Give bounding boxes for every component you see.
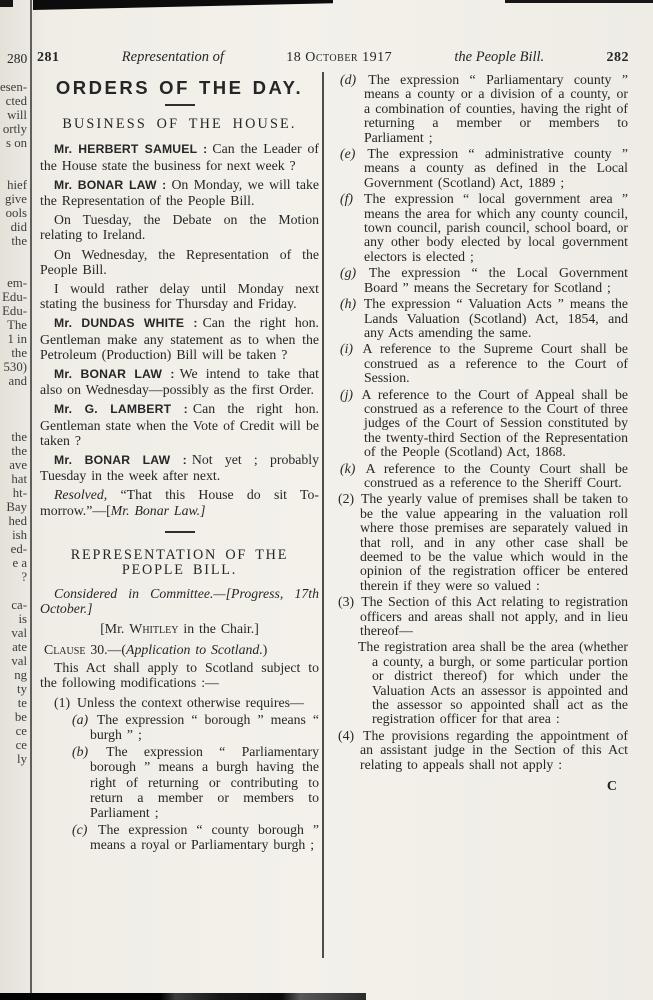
item-text: Unless the context otherwise requires— xyxy=(77,694,304,710)
column-divider-rule xyxy=(322,72,324,958)
text-fragment: te xyxy=(17,696,27,710)
left-column xyxy=(40,77,319,855)
text-fragment: hief xyxy=(7,178,27,192)
item-label: (k) xyxy=(340,460,356,476)
scan-artifact-top-line xyxy=(505,0,653,3)
bill-heading-line2: PEOPLE BILL. xyxy=(121,562,238,579)
speech-paragraph xyxy=(40,315,319,362)
speech-paragraph xyxy=(40,177,319,208)
text-fragment: the xyxy=(11,430,27,444)
orders-of-the-day-heading: ORDERS OF THE DAY. xyxy=(55,77,304,98)
item-text: The expression “ borough ” means “ burgh ” ; xyxy=(90,711,319,742)
section-rule xyxy=(165,531,195,533)
chairman-name: Whitley xyxy=(129,620,179,636)
item-label: (f) xyxy=(340,191,354,207)
clause-close: ) xyxy=(262,641,268,657)
item-text: The yearly value of premises shall be taken to be the value appearing in the valuation roll where those premises are separately valued in that roll, and in any other case shall be deemed to be the value which would in the opinion of the registration officer be entered therein if they were so valued : xyxy=(360,491,629,593)
text-fragment: ly xyxy=(17,752,27,766)
heading-rule xyxy=(165,104,195,106)
text-fragment: ty xyxy=(17,682,27,696)
text-fragment: hed xyxy=(8,514,27,528)
text-fragment: ht- xyxy=(12,486,27,500)
item-text: A reference to the County Court shall be construed as a reference to the Sheriff Court. xyxy=(364,460,628,490)
item-label: (c) xyxy=(72,822,88,838)
text-fragment: did xyxy=(10,220,27,234)
text-fragment: 530) xyxy=(3,360,27,374)
text-fragment: and xyxy=(8,374,27,388)
clause-intro-text: This Act shall apply to Scotland subject to the following modifications :— xyxy=(40,660,319,691)
text-fragment: give xyxy=(4,192,27,206)
running-title-left: Representation of xyxy=(121,49,224,65)
item-label: (h) xyxy=(340,296,357,312)
definition-item-d xyxy=(340,73,628,145)
resolved-paragraph xyxy=(40,487,319,517)
definition-item-e xyxy=(340,147,628,190)
text-fragment: the xyxy=(11,234,27,248)
text-fragment: ng xyxy=(14,668,27,682)
scan-artifact-top-wedge xyxy=(33,0,333,10)
text-fragment: ca- xyxy=(11,598,27,612)
chair-post: in the Chair.] xyxy=(178,620,259,636)
speaker-name: Mr. BONAR LAW : xyxy=(54,177,167,192)
clause-intro xyxy=(40,660,319,690)
item-text: A reference to the Court of Appeal shall be construed as a reference to the Court of three judges of the Court of Session constituted by the twenty-third Section of the Representation of the People (Scotland) Act, 1868. xyxy=(361,386,628,460)
text-fragment: val xyxy=(11,654,27,668)
text-fragment xyxy=(0,584,27,598)
item-text: The expression “ Parliamentary county ” means a county or a division of a county, or a combination of counties, having the right of returning a member or members to Parliament ; xyxy=(364,72,628,145)
definition-item-j xyxy=(340,388,628,460)
definition-item-g xyxy=(340,266,628,295)
resolved-text: “That this House do sit To-morrow.”—[ xyxy=(40,487,319,518)
resolved-word: Resolved, xyxy=(54,487,108,503)
text-fragment xyxy=(0,262,27,276)
text-fragment: 1 in xyxy=(7,332,27,346)
item-text: The registration area shall be the area (whether a county, a burgh, or some particular portion or district thereof) for which under the Valuation Acts an assessor is appointed and the assessor so appointed shall act as the registration officer for that area : xyxy=(358,639,628,727)
running-title-right: the People Bill. xyxy=(454,49,545,65)
numbered-item-4 xyxy=(338,729,628,772)
speaker-name: Mr. BONAR LAW : xyxy=(54,453,187,468)
text-fragment: ed- xyxy=(10,542,27,556)
right-column xyxy=(338,73,628,795)
clause-number: 30.—( xyxy=(85,641,127,657)
text-fragment: e a xyxy=(12,556,27,570)
text-fragment: Edu- xyxy=(2,304,27,318)
facing-page-text-fragments xyxy=(0,80,27,766)
text-fragment: cted xyxy=(5,94,27,108)
speech-text: Can the right hon. Gentleman state when the Vote of Credit will be taken ? xyxy=(40,401,319,448)
text-fragment: ools xyxy=(5,206,27,220)
text-fragment: be xyxy=(14,710,27,724)
text-fragment xyxy=(0,402,27,416)
numbered-item-3 xyxy=(338,595,628,638)
item-text: The provisions regarding the appointment of an assistant judge in the Section of this Act relating to appeals shall not apply : xyxy=(360,727,628,772)
text-fragment xyxy=(0,164,27,178)
text-fragment: ave xyxy=(9,458,27,472)
definition-item-b xyxy=(72,744,319,820)
text-fragment: ce xyxy=(15,738,27,752)
item-text: The Section of this Act relating to registration officers and areas shall not apply, and in lieu thereof— xyxy=(360,594,628,639)
printers-catchword: C xyxy=(606,779,618,795)
text-fragment: the xyxy=(11,346,27,360)
speaker-name: Mr. DUNDAS WHITE : xyxy=(54,316,198,331)
definition-item-h xyxy=(340,297,628,340)
column-number-outer: 280 xyxy=(7,51,28,66)
item-text: The expression “ local government area ” means the area for which any county council, town council, parish council, school board, or any other body elected by local government electors is elected ; xyxy=(364,191,628,264)
speech-text: Not yet ; probably Tuesday in the week after next. xyxy=(40,452,319,484)
chairman-line xyxy=(40,621,319,636)
column-number-left: 281 xyxy=(37,50,60,65)
item-3-continuation xyxy=(352,640,628,726)
speech-paragraph xyxy=(40,366,319,397)
clause-word: Clause xyxy=(44,641,86,657)
chair-pre: [Mr. xyxy=(100,620,130,636)
text-fragment: will xyxy=(7,108,27,122)
text-fragment: ish xyxy=(12,528,27,542)
text-fragment: val xyxy=(11,626,27,640)
text-fragment: ortly xyxy=(2,122,27,136)
text-fragment: ate xyxy=(12,640,27,654)
page-fold-line xyxy=(30,0,32,1000)
definition-item-k xyxy=(340,462,628,491)
text-fragment xyxy=(0,416,27,430)
text-fragment xyxy=(0,388,27,402)
text-fragment: is xyxy=(18,612,27,626)
bill-heading-line1: REPRESENTATION OF THE xyxy=(70,546,289,563)
speech-paragraph xyxy=(40,281,319,311)
considered-line xyxy=(40,586,319,616)
item-label: (b) xyxy=(72,744,89,760)
header-date: 18 October 1917 xyxy=(286,50,393,65)
speech-paragraph xyxy=(40,141,319,172)
item-label: (j) xyxy=(340,386,354,402)
text-fragment: esen- xyxy=(0,80,27,94)
item-label: (4) xyxy=(338,727,355,743)
clause-heading xyxy=(40,642,319,657)
item-text: A reference to the Supreme Court shall be construed as a reference to the Court of Session. xyxy=(362,341,628,386)
text-fragment: Bay xyxy=(6,500,27,514)
text-fragment: em- xyxy=(7,276,27,290)
text-fragment: the xyxy=(11,444,27,458)
scan-artifact-bottom-bar xyxy=(0,993,366,1000)
text-fragment: Edu- xyxy=(2,290,27,304)
speech-text: On Wednesday, the Representation of the People Bill. xyxy=(40,246,319,277)
item-label: (d) xyxy=(340,72,357,87)
resolved-attribution: Mr. Bonar Law.] xyxy=(110,502,206,518)
item-label: (3) xyxy=(338,594,355,610)
text-fragment xyxy=(0,248,27,262)
speech-text: We intend to take that also on Wednesday—possibly as the first Order. xyxy=(40,366,319,398)
item-text: The expression “ the Local Government Board ” means the Secretary for Scotland ; xyxy=(364,265,628,295)
running-header xyxy=(37,49,629,66)
speech-paragraph xyxy=(40,452,319,483)
speech-text: On Monday, we will take the Representation of the People Bill. xyxy=(40,176,319,209)
text-fragment: ? xyxy=(21,570,27,584)
speech-text: Can the right hon. Gentleman make any statement as to when the Petroleum (Production) Bill will be taken ? xyxy=(40,315,319,362)
speech-text: On Tuesday, the Debate on the Motion relating to Ireland. xyxy=(40,212,319,243)
item-label: (g) xyxy=(340,265,357,281)
item-text: The expression “ administrative county ” means a county as defined in the Local Government (Scotland) Act, 1889 ; xyxy=(364,146,628,190)
item-label: (a) xyxy=(72,711,89,727)
speech-paragraph xyxy=(40,212,319,242)
column-number-right: 282 xyxy=(606,50,629,65)
definition-item-c xyxy=(72,822,319,852)
numbered-item-1 xyxy=(54,695,319,710)
business-of-the-house-heading: BUSINESS OF THE HOUSE. xyxy=(62,116,297,133)
scan-artifact-top-corner xyxy=(0,0,13,7)
definition-item-a xyxy=(72,712,319,742)
text-fragment: s on xyxy=(6,136,27,150)
numbered-item-2 xyxy=(338,492,628,593)
speaker-name: Mr. G. LAMBERT : xyxy=(54,402,188,417)
speech-paragraph xyxy=(40,247,319,277)
item-label: (2) xyxy=(338,491,355,507)
speech-text: I would rather delay until Monday next stating the business for Thursday and Friday. xyxy=(40,281,319,312)
text-fragment: ce xyxy=(15,724,27,738)
speech-text: Can the Leader of the House state the business for next week ? xyxy=(40,141,319,173)
item-text: The expression “ county borough ” means a royal or Parliamentary burgh ; xyxy=(90,822,319,853)
considered-text: Considered in Committee.—[Progress, 17th October.] xyxy=(40,586,319,617)
item-label: (i) xyxy=(340,341,354,357)
item-label: (e) xyxy=(340,146,356,162)
item-label: (1) xyxy=(54,694,71,710)
item-text: The expression “ Valuation Acts ” means the Lands Valuation (Scotland) Act, 1854, and any Acts amending the same. xyxy=(363,296,629,340)
text-fragment: The xyxy=(7,318,27,332)
speaker-name: Mr. BONAR LAW : xyxy=(54,367,175,382)
definition-item-f xyxy=(340,192,628,264)
clause-title: Application to Scotland. xyxy=(126,641,263,657)
text-fragment xyxy=(0,150,27,164)
speaker-name: Mr. HERBERT SAMUEL : xyxy=(54,142,208,157)
definition-item-i xyxy=(340,342,628,385)
text-fragment: hat xyxy=(11,472,27,486)
speech-paragraph xyxy=(40,401,319,448)
item-text: The expression “ Parliamentary borough ” means a burgh having the right of returning or contributing to return a member or members to Parliament ; xyxy=(90,744,319,820)
